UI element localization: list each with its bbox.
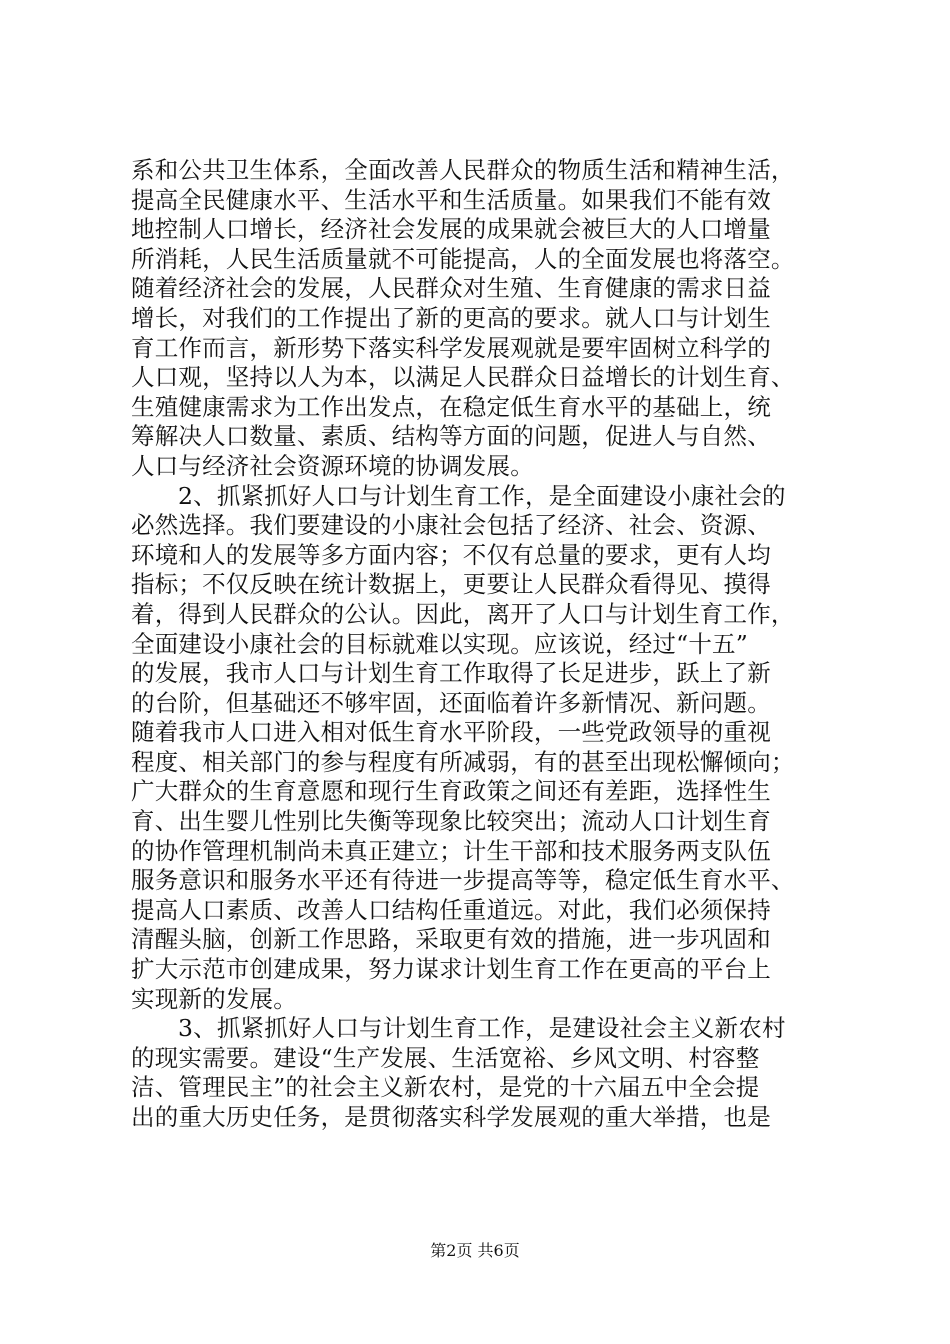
text-line: 清醒头脑，创新工作思路，采取更有效的措施，进一步巩固和 xyxy=(131,925,771,954)
text-line: 生殖健康需求为工作出发点，在稳定低生育水平的基础上，统 xyxy=(131,392,771,421)
text-line: 筹解决人口数量、素质、结构等方面的问题，促进人与自然、 xyxy=(131,422,771,451)
text-line: 随着经济社会的发展，人民群众对生殖、生育健康的需求日益 xyxy=(131,274,771,303)
text-line: 指标；不仅反映在统计数据上，更要让人民群众看得见、摸得 xyxy=(131,570,771,599)
text-line: 增长，对我们的工作提出了新的更高的要求。就人口与计划生 xyxy=(131,303,771,332)
text-line: 提高人口素质、改善人口结构任重道远。对此，我们必须保持 xyxy=(131,895,771,924)
text-line: 育、出生婴儿性别比失衡等现象比较突出；流动人口计划生育 xyxy=(131,807,771,836)
text-line: 育工作而言，新形势下落实科学发展观就是要牢固树立科学的 xyxy=(131,333,771,362)
text-line: 提高全民健康水平、生活水平和生活质量。如果我们不能有效 xyxy=(131,185,771,214)
text-line: 程度、相关部门的参与程度有所减弱，有的甚至出现松懈倾向； xyxy=(131,747,795,776)
text-line: 人口与经济社会资源环境的协调发展。 xyxy=(131,451,534,480)
text-line: 随着我市人口进入相对低生育水平阶段，一些党政领导的重视 xyxy=(131,718,771,747)
page-number-footer: 第2页 共6页 xyxy=(430,1241,520,1260)
text-line: 必然选择。我们要建设的小康社会包括了经济、社会、资源、 xyxy=(131,511,771,540)
text-line: 全面建设小康社会的目标就难以实现。应该说，经过“十五” xyxy=(131,629,748,658)
text-line: 的协作管理机制尚未真正建立；计生干部和技术服务两支队伍 xyxy=(131,836,771,865)
text-line: 人口观，坚持以人为本，以满足人民群众日益增长的计划生育、 xyxy=(131,363,795,392)
text-line: 系和公共卫生体系，全面改善人民群众的物质生活和精神生活， xyxy=(131,156,795,184)
paragraph-start-line: 2、抓紧抓好人口与计划生育工作，是全面建设小康社会的 xyxy=(178,481,786,510)
text-line: 出的重大历史任务，是贯彻落实科学发展观的重大举措，也是 xyxy=(131,1103,771,1131)
text-line: 着，得到人民群众的公认。因此，离开了人口与计划生育工作， xyxy=(131,599,795,628)
text-line: 洁、管理民主”的社会主义新农村，是党的十六届五中全会提 xyxy=(131,1073,760,1102)
text-line: 所消耗，人民生活质量就不可能提高，人的全面发展也将落空。 xyxy=(131,244,795,273)
text-line: 的现实需要。建设“生产发展、生活宽裕、乡风文明、村容整 xyxy=(131,1043,760,1072)
text-line: 地控制人口增长，经济社会发展的成果就会被巨大的人口增量 xyxy=(131,215,771,244)
text-line: 广大群众的生育意愿和现行生育政策之间还有差距，选择性生 xyxy=(131,777,771,806)
text-line: 扩大示范市创建成果，努力谋求计划生育工作在更高的平台上 xyxy=(131,955,771,984)
text-line: 服务意识和服务水平还有待进一步提高等等，稳定低生育水平、 xyxy=(131,866,795,895)
document-body xyxy=(131,156,831,1133)
text-line: 环境和人的发展等多方面内容；不仅有总量的要求，更有人均 xyxy=(131,540,771,569)
text-line: 实现新的发展。 xyxy=(131,984,297,1013)
paragraph-start-line: 3、抓紧抓好人口与计划生育工作，是建设社会主义新农村 xyxy=(178,1014,786,1043)
text-line: 的台阶，但基础还不够牢固，还面临着许多新情况、新问题。 xyxy=(131,688,771,717)
text-line: 的发展，我市人口与计划生育工作取得了长足进步，跃上了新 xyxy=(131,659,771,688)
